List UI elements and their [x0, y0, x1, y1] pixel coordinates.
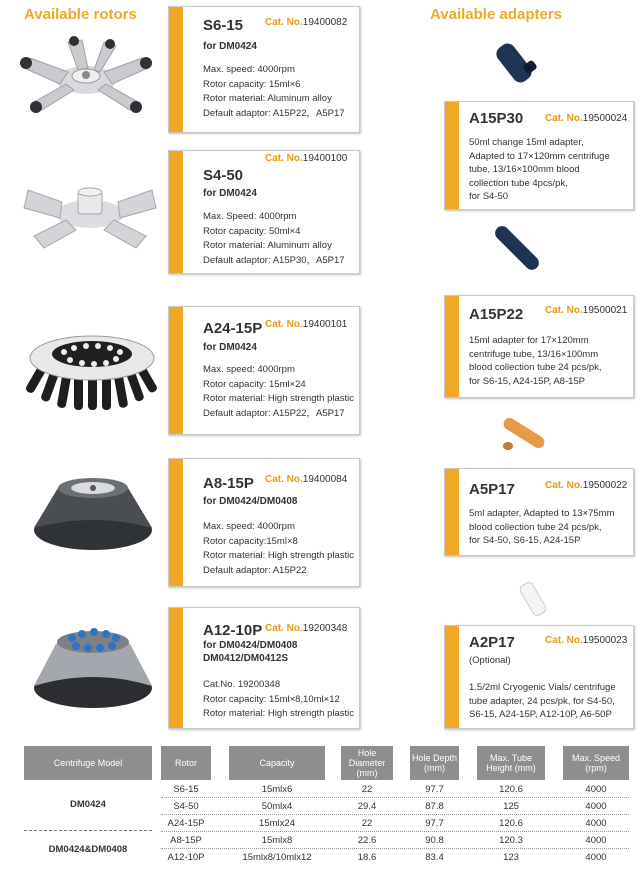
rotor-model: for DM0424 — [203, 41, 257, 52]
adapter-name: A15P30 — [469, 110, 524, 127]
a24-15p-rotor-image — [18, 318, 166, 412]
table-cell: 22 — [361, 784, 373, 795]
row-divider — [161, 831, 629, 832]
table-cell: 4000 — [585, 835, 607, 846]
rotor-specs: Cat.No. 19200348 Rotor capacity: 15ml×8,10ml×12 Rotor material: High strength plastic — [203, 679, 355, 719]
adapter-name: A5P17 — [469, 481, 515, 498]
rotor-model: for DM0424/DM0408 DM0412/DM0412S — [203, 640, 298, 664]
cat-no-label: Cat. No.19400082 — [265, 17, 348, 28]
table-cell: 15mlx8/10mlx12 — [242, 852, 312, 863]
header-hole-depth: Hole Depth (mm) — [410, 746, 459, 780]
table-cell: 125 — [503, 801, 519, 812]
a5p17-adapter-image — [498, 414, 554, 454]
adapter-specs: 50ml change 15ml adapter, Adapted to 17×120mm centrifuge tube, 13/16×100mm blood collection tube 4pcs/pk, for S4-50 — [469, 137, 610, 202]
a12-10p-rotor-image — [28, 616, 158, 716]
adapter-card-a15p30 — [444, 101, 634, 210]
table-cell: 22 — [361, 818, 373, 829]
group-dm0424-dm0408: DM0424&DM0408 — [48, 844, 128, 855]
cat-no-label: Cat. No.19400101 — [265, 319, 348, 330]
adapters-heading: Available adapters — [430, 6, 563, 23]
table-cell: 18.6 — [357, 852, 377, 863]
header-max-speed: Max. Speed (rpm) — [563, 746, 629, 780]
header-hole-diameter: Hole Diameter (mm) — [341, 746, 393, 780]
adapter-name: A2P17 — [469, 634, 515, 651]
table-cell: 87.8 — [425, 801, 444, 812]
header-centrifuge-model: Centrifuge Model — [24, 746, 152, 780]
cat-no-label: Cat. No.19200348 — [265, 623, 348, 634]
rotor-card-a8-15p — [168, 458, 360, 587]
rotor-name: A8-15P — [203, 475, 254, 492]
rotor-model: for DM0424 — [203, 188, 257, 199]
table-cell: 123 — [503, 852, 519, 863]
table-cell: A8-15P — [170, 835, 202, 846]
table-cell: 120.3 — [499, 835, 523, 846]
row-divider — [161, 797, 629, 798]
a2p17-adapter-image — [514, 580, 554, 618]
cat-no-label: Cat. No.19500021 — [545, 305, 628, 316]
optional-note: (Optional) — [469, 655, 511, 666]
adapter-specs: 1.5/2ml Cryogenic Vials/ centrifuge tube adapter, 24 pcs/pk, for S4-50, S6-15, A24-15P, A12-10P, A6-50P — [469, 682, 616, 720]
rotors-heading: Available rotors — [24, 6, 137, 23]
table-cell: S4-50 — [173, 801, 199, 812]
adapter-specs: 15ml adapter for 17×120mm centrifuge tube, 13/16×100mm blood collection tube 24 pcs/pk, for S6-15, A24-15P, A8-15P — [469, 335, 602, 387]
table-cell: 4000 — [585, 852, 607, 863]
row-divider — [161, 848, 629, 849]
group-dm0424: DM0424 — [70, 799, 106, 810]
table-cell: A24-15P — [167, 818, 205, 829]
rotor-name: S6-15 — [203, 17, 244, 34]
s4-50-rotor-image — [20, 172, 160, 254]
cat-no-label: Cat. No.19500022 — [545, 480, 628, 491]
table-cell: 120.6 — [499, 818, 523, 829]
cat-no-label: Cat. No.19500023 — [545, 635, 628, 646]
rotor-name: A24-15P — [203, 320, 263, 337]
rotor-model: for DM0424/DM0408 — [203, 496, 298, 507]
rotor-name: S4-50 — [203, 167, 244, 184]
adapter-name: A15P22 — [469, 306, 524, 323]
table-cell: 4000 — [585, 818, 607, 829]
adapter-card-a2p17 — [444, 625, 634, 729]
rotor-specs: Max. speed: 4000rpm Rotor capacity:15ml×8 Rotor material: High strength plastic Default adaptor: A15P22 — [203, 521, 355, 576]
table-cell: 83.4 — [425, 852, 444, 863]
table-cell: 15mlx8 — [261, 835, 293, 846]
table-cell: 120.6 — [499, 784, 523, 795]
header-max-tube-height: Max. Tube Height (mm) — [477, 746, 545, 780]
rotor-specs: Max. speed: 4000rpm Rotor capacity: 15ml×6 Rotor material: Aluminum alloy Default adaptor: A15P22，A5P17 — [203, 64, 345, 119]
adapter-specs: 5ml adapter, Adapted to 13×75mm blood collection tube 24 pcs/pk, for S4-50, S6-15, A24-15P — [469, 508, 615, 546]
table-cell: 15mlx24 — [259, 818, 295, 829]
table-cell: 50mlx4 — [261, 801, 293, 812]
cat-no-label: Cat. No.19500024 — [545, 113, 628, 124]
table-cell: 29.4 — [357, 801, 377, 812]
table-cell: S6-15 — [173, 784, 199, 795]
header-capacity: Capacity — [229, 746, 325, 780]
table-cell: 90.8 — [425, 835, 444, 846]
table-cell: A12-10P — [167, 852, 205, 863]
table-cell: 97.7 — [425, 818, 444, 829]
rotor-card-s4-50 — [168, 150, 360, 274]
rotor-card-a24-15p — [168, 306, 360, 435]
rotor-specs: Max. speed: 4000rpm Rotor capacity: 15ml×24 Rotor material: High strength plastic Default adaptor: A15P22，A5P17 — [203, 364, 355, 419]
group-divider — [24, 830, 152, 831]
a15p22-adapter-image — [488, 222, 552, 274]
adapter-card-a5p17 — [444, 468, 634, 556]
rotor-model: for DM0424 — [203, 342, 257, 353]
rotor-card-s6-15 — [168, 6, 360, 133]
table-cell: 4000 — [585, 784, 607, 795]
header-rotor: Rotor — [161, 746, 211, 780]
table-cell: 97.7 — [425, 784, 444, 795]
rotor-card-a12-10p — [168, 607, 360, 729]
table-cell: 15mlx6 — [261, 784, 293, 795]
cat-no-label: Cat. No.19400100 — [265, 153, 348, 164]
a8-15p-rotor-image — [28, 462, 158, 558]
row-divider — [161, 814, 629, 815]
table-cell: 4000 — [585, 801, 607, 812]
rotor-specs: Max. Speed: 4000rpm Rotor capacity: 50ml×4 Rotor material: Aluminum alloy Default adaptor: A15P30，A5P17 — [203, 211, 345, 266]
cat-no-label: Cat. No.19400084 — [265, 474, 348, 485]
adapter-card-a15p22 — [444, 295, 634, 398]
a15p30-adapter-image — [494, 36, 552, 84]
s6-15-rotor-image — [8, 28, 164, 118]
rotor-name: A12-10P — [203, 622, 263, 639]
table-cell: 22.6 — [357, 835, 377, 846]
